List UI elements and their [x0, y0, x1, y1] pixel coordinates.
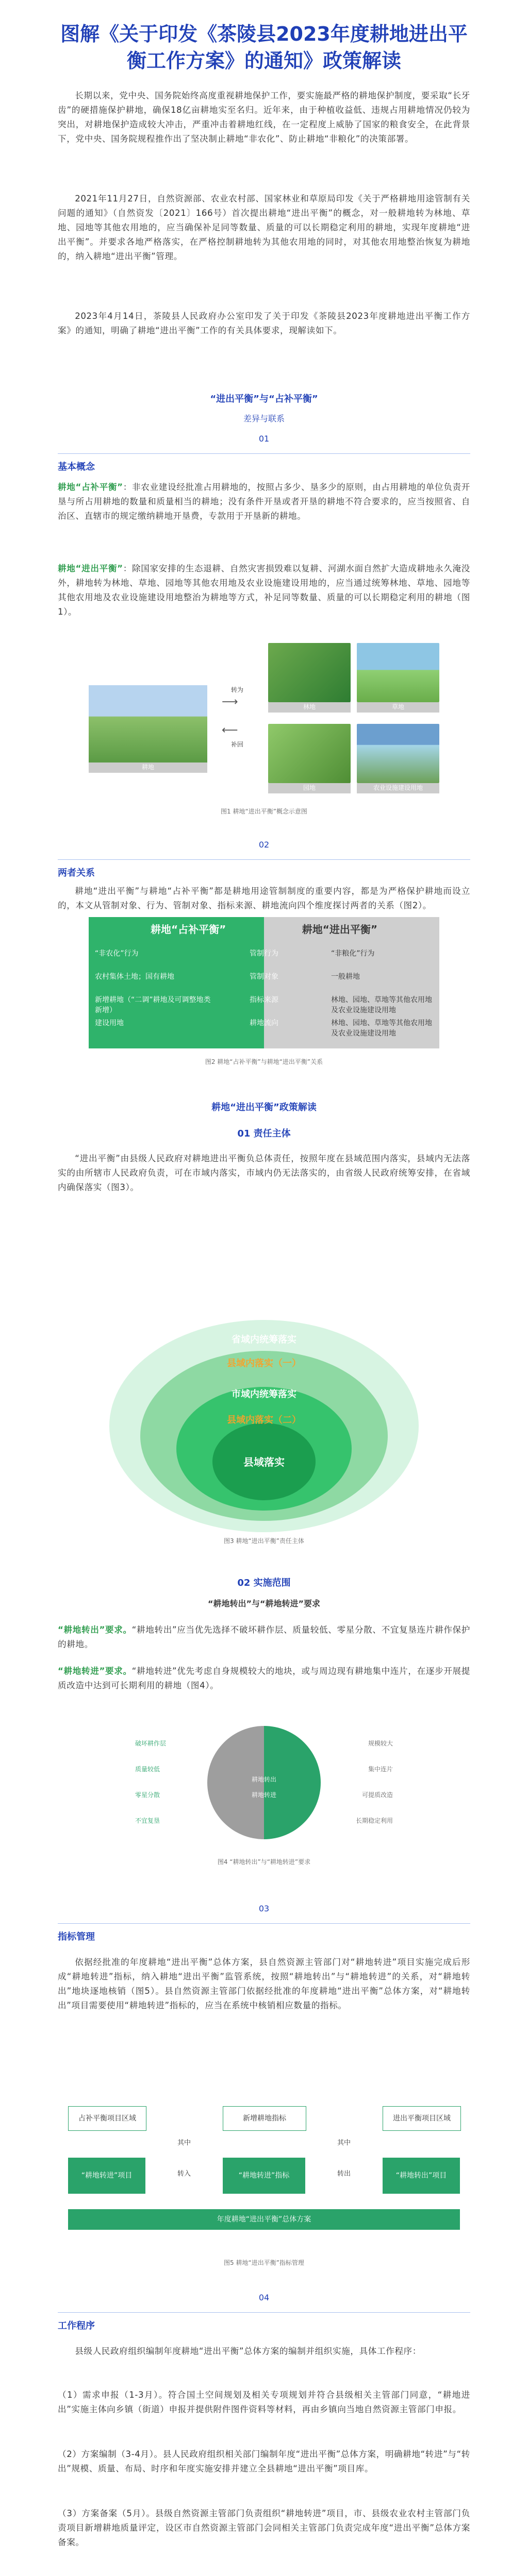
fig5-box-mid: “耕地转进”指标 — [223, 2158, 305, 2194]
layer3-label: 市域内统筹落实 — [232, 1389, 296, 1400]
work-step1: （1）需求申报（1-3月）。符合国土空间规划及相关专项规划并符合县级相关主管部门同意，“耕地进出”实施主体向乡镇（街道）申报并提供附件图件资料等材料，再由乡镇向当地自然资源主管部门申报。 — [58, 2390, 470, 2414]
section1-sub: 差异与联系 — [243, 414, 285, 423]
relation-paragraph: 耕地“进出平衡”与耕地“占补平衡”都是耕地用途管制制度的重要内容，都是为严格保护耕地而设立的，本文从管制对象、行为、管制对象、指标来源、耕地流向四个维度探讨两者的关系（图2）。 — [58, 886, 470, 910]
fig5-box-left: “耕地转进”项目 — [68, 2158, 145, 2194]
p1-lead: 耕地“占补平衡” — [58, 482, 123, 492]
figure2-caption: 图2 耕地“占补平衡”与耕地“进出平衡”关系 — [205, 1058, 323, 1065]
fig4-right-label: 耕地转进 — [251, 1791, 276, 1799]
index-management-label: 指标管理 — [58, 1931, 95, 1942]
responsibility-title: 01 责任主体 — [237, 1128, 291, 1139]
out-lead: “耕地转出”要求。 — [58, 1625, 132, 1635]
in-rest: “耕地转进”优先考虑自身规模较大的地块，或与周边现有耕地集中连片，在逐步开展提质改造中达到可长期利用的耕地（图4）。 — [58, 1666, 470, 1690]
fig2-left-row3: 新增耕地（“二调”耕地及可调整地类新增） — [95, 996, 211, 1014]
forest-image — [268, 643, 351, 702]
layer2-label: 县域内落实（一） — [227, 1358, 301, 1369]
fig5-mid-other: 转出 — [305, 2168, 383, 2180]
fig2-right-row3: 林地、园地、草地等其他农用地及农业设施建设用地 — [331, 996, 432, 1014]
section1-number: 01 — [258, 434, 270, 444]
policy-heading: 耕地“进出平衡”政策解读 — [211, 1102, 317, 1113]
fig5-left-side: 其中 — [145, 2137, 223, 2149]
figure2-left-head: 耕地“占补平衡” — [151, 923, 226, 936]
fig2-mid-row2: 管制对象 — [250, 973, 278, 981]
figure5 — [68, 2106, 460, 2245]
index-management-paragraph: 依据经批准的年度耕地“进出平衡”总体方案，县自然资源主管部门对“耕地转进”项目实施完成后形成“耕地转进”指标，纳入耕地“进出平衡”监管系统，按照“耕地转出”与“耕地转进”的关系，对“耕地转出”地块逐地核销（图5）。县自然资源主管部门依据经批准的年度耕地“进出平衡”总体方案，对“耕地转出”项目需要使用“耕地转进”指标的，应当在系统中核销相应数量的指标。 — [58, 1957, 470, 2010]
fig4-in-3: 可提质改造 — [361, 1791, 393, 1799]
p2-lead: 耕地“进出平衡” — [58, 564, 123, 573]
fig5-bottom: 年度耕地“进出平衡”总体方案 — [68, 2209, 460, 2230]
section-number-04: 04 — [258, 2293, 270, 2302]
fig2-left-row2: 农村集体土地；国有耕地 — [95, 973, 174, 981]
section2-subtitle: “耕地转出”与“耕地转进”要求 — [207, 1599, 321, 1608]
p2-rest: ：除国家安排的生态退耕、自然灾害损毁难以复耕、河湖水面自然扩大造成耕地永久淹没外，耕地转为林地、草地、园地等其他农用地及农业设施建设用地的，应当通过统筹林地、草地、园地等其他农用地及农业设施建设用地整治为耕地等方式，补足同等数量、质量的可以长期稳定利用的耕地（图1）。 — [58, 564, 470, 617]
fig5-top-right: 进出平衡项目区域 — [383, 2106, 461, 2131]
fig5-box-right: “耕地转出”项目 — [383, 2158, 460, 2194]
intro-paragraph-1: 长期以来，党中央、国务院始终高度重视耕地保护工作，要实施最严格的耕地保护制度，要采取“长牙齿”的硬措施保护耕地，确保18亿亩耕地实至名归。近年来，由于种植收益低、违规占用耕地情况仍较为突出，对耕地保护造成较大冲击，严重冲击着耕地红线，在一定程度上威胁了国家的粮食安全，在此背景下，党中央、国务院规程推作出了坚决制止耕地“非农化”、防止耕地“非粮化”的决策部署。 — [58, 91, 470, 144]
figure3-caption: 图3 耕地“进出平衡”责任主体 — [224, 1537, 304, 1545]
layer5-label: 县域落实 — [243, 1456, 285, 1468]
basic-concept-label: 基本概念 — [58, 462, 95, 472]
fig4-out-3: 零星分散 — [135, 1791, 160, 1799]
fig4-in-4: 长期稳定利用 — [355, 1817, 393, 1824]
fig5-top-mid: 新增耕地指标 — [223, 2106, 306, 2131]
farmland-image — [89, 685, 207, 762]
page-title: 图解《关于印发《茶陵县2023年度耕地进出平衡工作方案》的通知》政策解读 — [60, 23, 468, 72]
facility-caption: 农业设施建设用地 — [357, 783, 439, 793]
fig4-out-1: 破坏耕作层 — [135, 1740, 167, 1747]
section-number-02: 02 — [258, 840, 270, 850]
fig2-mid-row4: 耕地流向 — [250, 1019, 278, 1027]
section-number-03: 03 — [258, 1904, 270, 1913]
intro-paragraph-2: 2021年11月27日，自然资源部、农业农村部、国家林业和草原局印发《关于严格耕地用途管制有关问题的通知》（自然资发〔2021〕166号）首次提出耕地“进出平衡”的概念，对一般耕地转为林地、草地、园地等其他农用地的，应当确保补足同等数量、质量的可以长期稳定利用的耕地，实现年度耕地“进出平衡”。并要求各地严格落实，在严格控制耕地转为其他农用地的同时，对其他农用地整治恢复为耕地的，纳入耕地“进出平衡”管理。 — [58, 194, 470, 261]
responsibility-paragraph: “进出平衡”由县级人民政府对耕地进出平衡负总体责任，按照年度在县域范围内落实，县域内无法落实的由所辖市人民政府负责，可在市域内落实，市域内仍无法落实的，由省级人民政府统筹安排，在省域内确保落实（图3）。 — [58, 1154, 470, 1192]
fig4-in-2: 集中连片 — [368, 1766, 393, 1773]
fig2-left-row4: 建设用地 — [95, 1019, 124, 1027]
section2-title: 02 实施范围 — [237, 1578, 291, 1588]
p1-rest: ：非农业建设经批准占用耕地的，按照占多少、垦多少的原则，由占用耕地的单位负责开垦与所占用耕地的数量和质量相当的耕地；没有条件开垦或者开垦的耕地不符合要求的，应当按照省、自治区、直辖市的规定缴纳耕地开垦费，专款用于开垦新的耕地。 — [58, 482, 470, 521]
in-lead: “耕地转进”要求。 — [58, 1666, 132, 1676]
figure4-caption: 图4 “耕地转出”与“耕地转进”要求 — [217, 1858, 311, 1866]
grass-image — [357, 643, 439, 702]
divider-line — [58, 2312, 470, 2313]
fig5-top-left: 占补平衡项目区域 — [68, 2106, 146, 2131]
layer1-label: 省域内统筹落实 — [232, 1334, 296, 1345]
figure4 — [130, 1716, 398, 1844]
fig4-out-2: 质量较低 — [135, 1766, 160, 1773]
fig2-right-row2: 一般耕地 — [331, 973, 360, 981]
fig2-right-row1: “非粮化”行为 — [331, 950, 375, 958]
fig4-out-4: 不宜复垦 — [135, 1817, 160, 1824]
work-program-label: 工作程序 — [58, 2320, 95, 2331]
grass-caption: 草地 — [357, 702, 439, 713]
arrow-top-label: 转为 — [230, 686, 243, 693]
fig4-in-1: 规模较大 — [368, 1740, 393, 1747]
intro-paragraph-3: 2023年4月14日，茶陵县人民政府办公室印发了关于印发《茶陵县2023年度耕地进出平衡工作方案》的通知，明确了耕地“进出平衡”工作的有关具体要求，现解读如下。 — [58, 311, 470, 335]
tile-left — [89, 917, 264, 1048]
figure1-caption: 图1 耕地“进出平衡”概念示意图 — [221, 808, 307, 815]
facility-image — [357, 724, 439, 783]
out-rest: “耕地转出”应当优先选择不破坏耕作层、质量较低、零星分散、不宜复垦连片耕作保护的耕地。 — [58, 1625, 470, 1649]
arrow-right-icon: ⟶ — [222, 696, 238, 708]
garden-caption: 园地 — [268, 783, 351, 793]
relation-label: 两者关系 — [58, 868, 95, 878]
divider-line — [58, 859, 470, 860]
fig2-left-row1: “非农化”行为 — [95, 950, 139, 958]
fig2-right-row4: 林地、园地、草地等其他农用地及农业设施建设用地 — [331, 1019, 432, 1038]
work-step3: （3）方案备案（5月）。县级自然资源主管部门负责组织“耕地转进”项目，市、县级农业农村主管部门负责项目新增耕地质量评定，设区市自然资源主管部门会同相关主管部门负责完成年度“进出平衡”总体方案备案。 — [58, 2509, 470, 2547]
figure2-right-head: 耕地“进出平衡” — [302, 923, 377, 936]
arrow-bottom-label: 补回 — [230, 741, 243, 748]
farmland-caption: 耕地 — [89, 762, 207, 773]
work-program-intro: 县级人民政府组织编制年度耕地“进出平衡”总体方案的编制并组织实施，具体工作程序： — [75, 2346, 421, 2356]
figure3-ellipses — [109, 1320, 419, 1532]
section1-heading: “进出平衡”与“占补平衡” — [210, 394, 318, 404]
figure2-grid — [89, 917, 439, 1048]
fig5-right-side: 其中 — [305, 2137, 383, 2149]
fig2-mid-row1: 管制行为 — [250, 950, 278, 958]
fig5-mid-label: 转入 — [145, 2168, 223, 2180]
divider-line — [58, 453, 470, 454]
fig4-left-label: 耕地转出 — [251, 1776, 276, 1783]
figure5-caption: 图5 耕地“进出平衡”指标管理 — [224, 2259, 304, 2266]
fig2-mid-row3: 指标来源 — [250, 996, 278, 1004]
forest-caption: 林地 — [268, 702, 351, 713]
layer4-label: 县域内落实（二） — [227, 1415, 301, 1426]
garden-image — [268, 724, 351, 783]
work-step2: （2）方案编制（3-4月）。县人民政府组织相关部门编制年度“进出平衡”总体方案，明确耕地“转进”与“转出”规模、质量、布局、时序和年度实施安排并建立全县耕地“进出平衡”项目库。 — [58, 2449, 470, 2473]
arrow-left-icon: ⟵ — [222, 724, 238, 737]
divider-line — [58, 1923, 470, 1924]
